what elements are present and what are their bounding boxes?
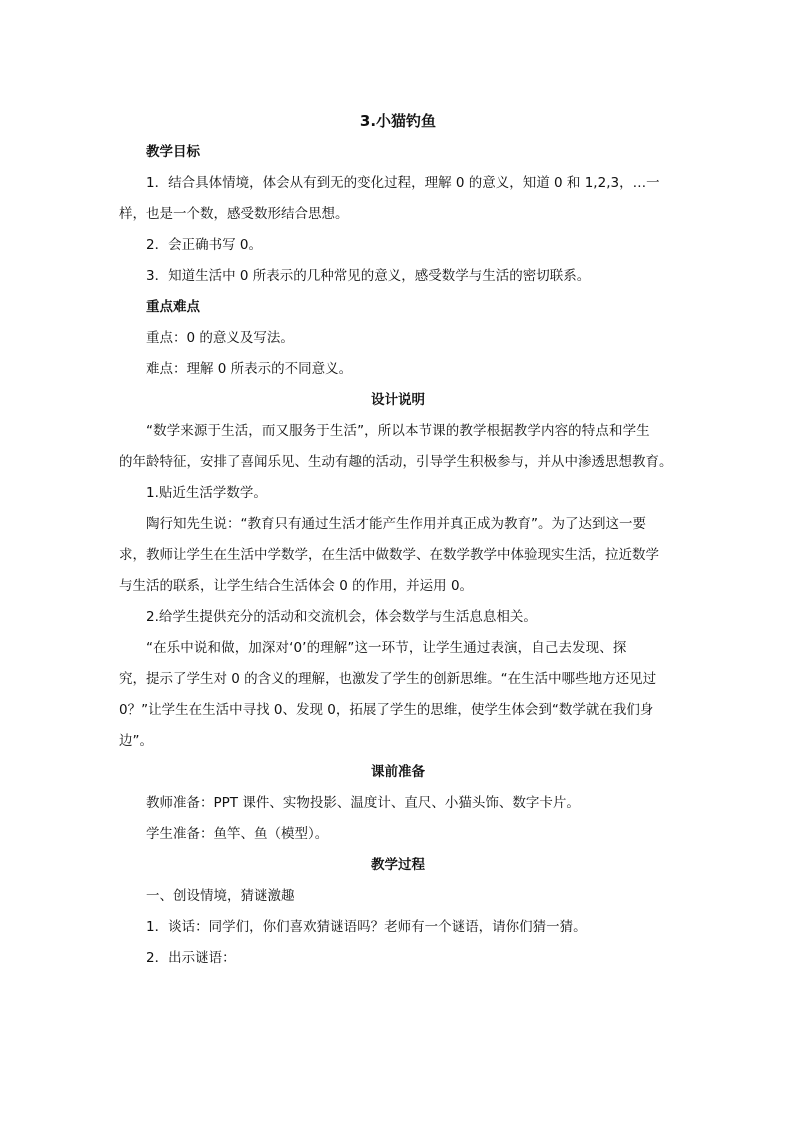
student-preparation: 学生准备：鱼竿、鱼（模型）。 xyxy=(146,826,329,842)
goal-3: 3．知道生活中 0 所表示的几种常见的意义，感受数学与生活的密切联系。 xyxy=(146,268,591,284)
design-paragraph-1-line-2: 的年龄特征，安排了喜闻乐见、生动有趣的活动，引导学生积极参与，并从中渗透思想教育。 xyxy=(119,454,673,470)
process-step-1-item-1: 1．谈话：同学们，你们喜欢猜谜语吗？老师有一个谜语，请你们猜一猜。 xyxy=(146,919,587,935)
section-heading-goals: 教学目标 xyxy=(146,144,200,160)
section-heading-key-points: 重点难点 xyxy=(146,299,200,315)
design-paragraph-1-line-1: “数学来源于生活，而又服务于生活”，所以本节课的教学根据教学内容的特点和学生 xyxy=(146,423,650,439)
design-paragraph-2-line-3: 与生活的联系，让学生结合生活体会 0 的作用，并运用 0。 xyxy=(119,578,474,594)
goal-1-line-1: 1．结合具体情境，体会从有到无的变化过程，理解 0 的意义，知道 0 和 1,2,3，…一 xyxy=(146,175,660,191)
process-step-1-heading: 一、创设情境，猜谜激趣 xyxy=(146,888,295,904)
goal-1-line-2: 样，也是一个数，感受数形结合思想。 xyxy=(119,206,349,222)
teacher-preparation: 教师准备：PPT 课件、实物投影、温度计、直尺、小猫头饰、数字卡片。 xyxy=(146,795,580,811)
design-paragraph-2-line-1: 陶行知先生说：“教育只有通过生活才能产生作用并真正成为教育”。为了达到这一要 xyxy=(146,516,646,532)
goal-2: 2．会正确书写 0。 xyxy=(146,237,262,253)
page-title: 3.小猫钓鱼 xyxy=(359,112,437,130)
design-paragraph-3-line-4: 边”。 xyxy=(119,733,153,749)
design-paragraph-3-line-2: 究，提示了学生对 0 的含义的理解，也激发了学生的创新思维。“在生活中哪些地方还见过 xyxy=(119,671,657,687)
design-paragraph-3-line-3: 0？”让学生在生活中寻找 0、发现 0，拓展了学生的思维，使学生体会到“数学就在我们身 xyxy=(119,702,654,718)
design-item-2: 2.给学生提供充分的活动和交流机会，体会数学与生活息息相关。 xyxy=(146,609,537,625)
difficult-point: 难点：理解 0 所表示的不同意义。 xyxy=(146,361,353,377)
design-item-1: 1.贴近生活学数学。 xyxy=(146,485,267,501)
section-heading-design: 设计说明 xyxy=(371,392,425,408)
design-paragraph-3-line-1: “在乐中说和做，加深对‘0’的理解”这一环节，让学生通过表演，自己去发现、探 xyxy=(146,640,627,656)
section-heading-preparation: 课前准备 xyxy=(371,764,425,780)
section-heading-process: 教学过程 xyxy=(371,857,425,873)
document-body xyxy=(119,106,677,974)
key-point: 重点：0 的意义及写法。 xyxy=(146,330,294,346)
process-step-1-item-2: 2．出示谜语： xyxy=(146,950,236,966)
design-paragraph-2-line-2: 求，教师让学生在生活中学数学，在生活中做数学、在数学教学中体验现实生活，拉近数学 xyxy=(119,547,659,563)
